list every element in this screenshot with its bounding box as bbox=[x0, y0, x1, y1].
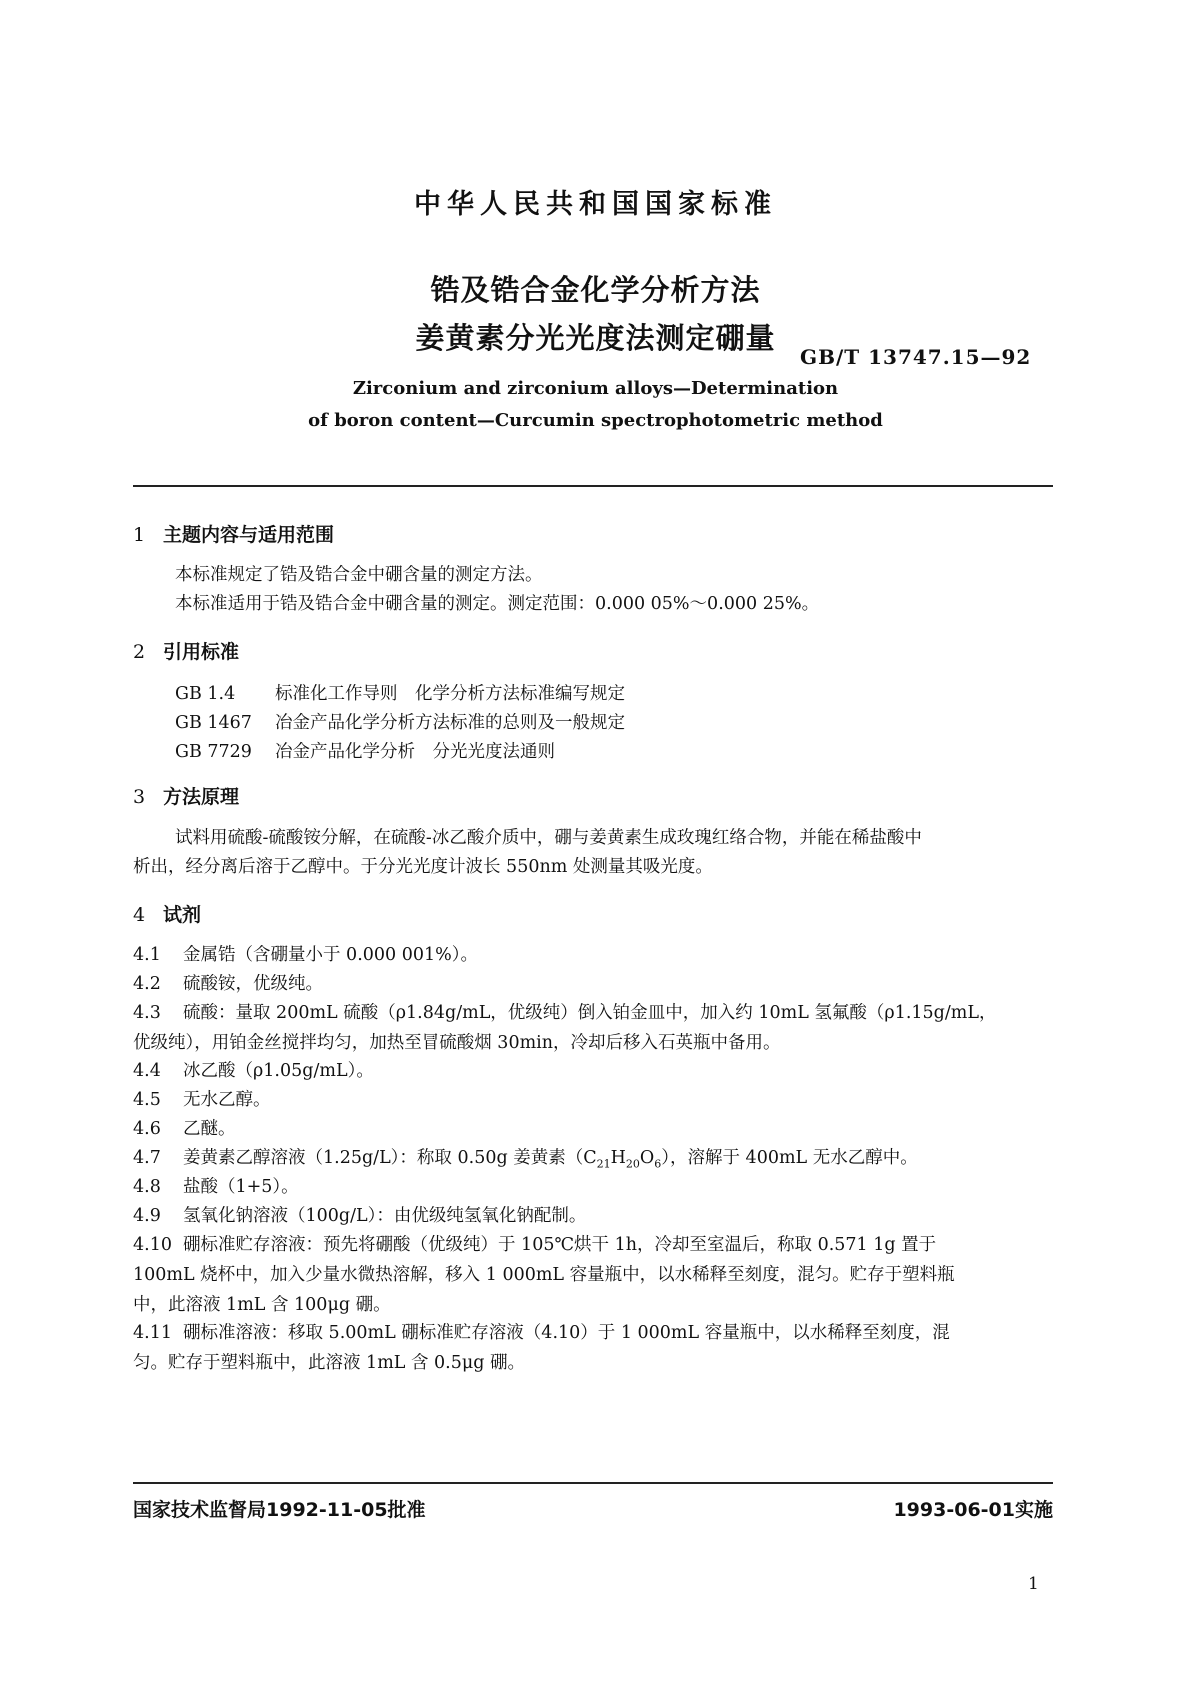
header-divider bbox=[133, 485, 1053, 487]
item-number: 4.10 bbox=[133, 1235, 172, 1255]
reagent-item-4-6 bbox=[133, 1114, 1058, 1144]
item-number: 4.1 bbox=[133, 945, 161, 965]
item-text-continuation: 100mL 烧杯中，加入少量水微热溶解，移入 1 000mL 容量瓶中，以水稀释至刻度，混匀。贮存于塑料瓶 bbox=[133, 1265, 955, 1285]
page-number: 1 bbox=[1028, 1574, 1039, 1594]
reference-title: 标准化工作导则 化学分析方法标准编写规定 bbox=[275, 684, 625, 704]
item-text: 乙醚。 bbox=[183, 1119, 236, 1139]
standard-code: GB/T 13747.15—92 bbox=[800, 345, 1032, 369]
section-4-heading bbox=[133, 900, 201, 927]
section-3-heading bbox=[133, 782, 239, 809]
reagent-item-4-10 bbox=[133, 1230, 1058, 1320]
reagent-item-4-9 bbox=[133, 1201, 1058, 1231]
item-text: 硫酸铵，优级纯。 bbox=[183, 974, 323, 994]
item-text: 氢氧化钠溶液（100g/L）：由优级纯氢氧化钠配制。 bbox=[183, 1206, 587, 1226]
item-number: 4.8 bbox=[133, 1177, 161, 1197]
reagent-item-4-8 bbox=[133, 1172, 1058, 1202]
reference-item bbox=[175, 680, 625, 705]
item-number: 4.9 bbox=[133, 1206, 161, 1226]
title-en-line1: Zirconium and zirconium alloys—Determination bbox=[352, 378, 839, 399]
item-text-tail: ），溶解于 400mL 无水乙醇中。 bbox=[661, 1148, 918, 1168]
section-3-number: 3 bbox=[133, 786, 146, 808]
section-4-number: 4 bbox=[133, 904, 146, 926]
title-cn-line2: 姜黄素分光光度法测定硼量 bbox=[415, 321, 776, 355]
item-text: 姜黄素乙醇溶液（1.25g/L）：称取 0.50g 姜黄素（C bbox=[183, 1148, 597, 1168]
item-number: 4.3 bbox=[133, 1003, 161, 1023]
reference-code: GB 7729 bbox=[175, 742, 252, 762]
reference-item bbox=[175, 738, 555, 763]
footer-divider bbox=[133, 1482, 1053, 1484]
item-number: 4.7 bbox=[133, 1148, 161, 1168]
section-3-title: 方法原理 bbox=[163, 786, 240, 808]
item-text: 无水乙醇。 bbox=[183, 1090, 271, 1110]
section-2-number: 2 bbox=[133, 641, 146, 663]
section-3-paragraph-line-1: 试料用硫酸-硫酸铵分解，在硫酸-冰乙酸介质中，硼与姜黄素生成玫瑰红络合物，并能在稀盐酸中 bbox=[175, 828, 922, 848]
reference-title: 冶金产品化学分析方法标准的总则及一般规定 bbox=[275, 713, 625, 733]
formula-subscript: 6 bbox=[654, 1157, 662, 1171]
reagent-item-4-4 bbox=[133, 1056, 1058, 1086]
reagent-item-4-1 bbox=[133, 940, 1058, 970]
item-text: 金属锆（含硼量小于 0.000 001%）。 bbox=[183, 945, 479, 965]
item-text-continuation: 中，此溶液 1mL 含 100μg 硼。 bbox=[133, 1295, 391, 1315]
section-1-heading bbox=[133, 520, 334, 547]
reference-item bbox=[175, 709, 625, 734]
reference-code: GB 1.4 bbox=[175, 684, 236, 704]
item-text-continuation: 匀。贮存于塑料瓶中，此溶液 1mL 含 0.5μg 硼。 bbox=[133, 1353, 526, 1373]
section-3-paragraph-line-2: 析出，经分离后溶于乙醇中。于分光光度计波长 550nm 处测量其吸光度。 bbox=[133, 857, 713, 877]
implementation-line: 1993-06-01实施 bbox=[893, 1499, 1053, 1521]
section-4-title: 试剂 bbox=[163, 904, 202, 926]
item-number: 4.11 bbox=[133, 1323, 172, 1343]
section-1-title: 主题内容与适用范围 bbox=[163, 524, 335, 546]
item-text: 硼标准贮存溶液：预先将硼酸（优级纯）于 105℃烘干 1h，冷却至室温后，称取 0.571 1g 置于 bbox=[183, 1235, 937, 1255]
formula-subscript: 21 bbox=[596, 1157, 611, 1171]
reference-code: GB 1467 bbox=[175, 713, 252, 733]
formula-subscript: 20 bbox=[625, 1157, 640, 1171]
reagent-item-4-11 bbox=[133, 1318, 1058, 1378]
item-text: 盐酸（1+5）。 bbox=[183, 1177, 299, 1197]
section-2-title: 引用标准 bbox=[163, 641, 240, 663]
title-en-line2: of boron content—Curcumin spectrophotometric method bbox=[308, 410, 883, 431]
item-number: 4.6 bbox=[133, 1119, 161, 1139]
item-text: 硫酸：量取 200mL 硫酸（ρ1.84g/mL，优级纯）倒入铂金皿中，加入约 10mL 氢氟酸（ρ1.15g/mL， bbox=[183, 1003, 997, 1023]
section-1-number: 1 bbox=[133, 524, 146, 546]
item-number: 4.5 bbox=[133, 1090, 161, 1110]
item-text: 冰乙酸（ρ1.05g/mL）。 bbox=[183, 1061, 374, 1081]
reagent-item-4-5 bbox=[133, 1085, 1058, 1115]
reagent-item-4-2 bbox=[133, 969, 1058, 999]
reagent-item-4-3 bbox=[133, 998, 1058, 1058]
title-cn-line1: 锆及锆合金化学分析方法 bbox=[430, 273, 761, 307]
item-number: 4.2 bbox=[133, 974, 161, 994]
section-1-paragraph-1: 本标准规定了锆及锆合金中硼含量的测定方法。 bbox=[175, 565, 543, 585]
item-text-continuation: 优级纯），用铂金丝搅拌均匀，加热至冒硫酸烟 30min，冷却后移入石英瓶中备用。 bbox=[133, 1033, 781, 1053]
section-1-paragraph-2: 本标准适用于锆及锆合金中硼含量的测定。测定范围：0.000 05%～0.000 25%。 bbox=[175, 594, 820, 614]
item-number: 4.4 bbox=[133, 1061, 161, 1081]
section-2-heading bbox=[133, 637, 239, 664]
formula-element: H bbox=[610, 1148, 626, 1168]
formula-element: O bbox=[639, 1148, 655, 1168]
item-text: 硼标准溶液：移取 5.00mL 硼标准贮存溶液（4.10）于 1 000mL 容量瓶中，以水稀释至刻度，混 bbox=[183, 1323, 950, 1343]
approval-line: 国家技术监督局1992-11-05批准 bbox=[133, 1499, 426, 1521]
reference-title: 冶金产品化学分析 分光光度法通则 bbox=[275, 742, 555, 762]
standard-type-heading: 中华人民共和国国家标准 bbox=[414, 189, 777, 220]
